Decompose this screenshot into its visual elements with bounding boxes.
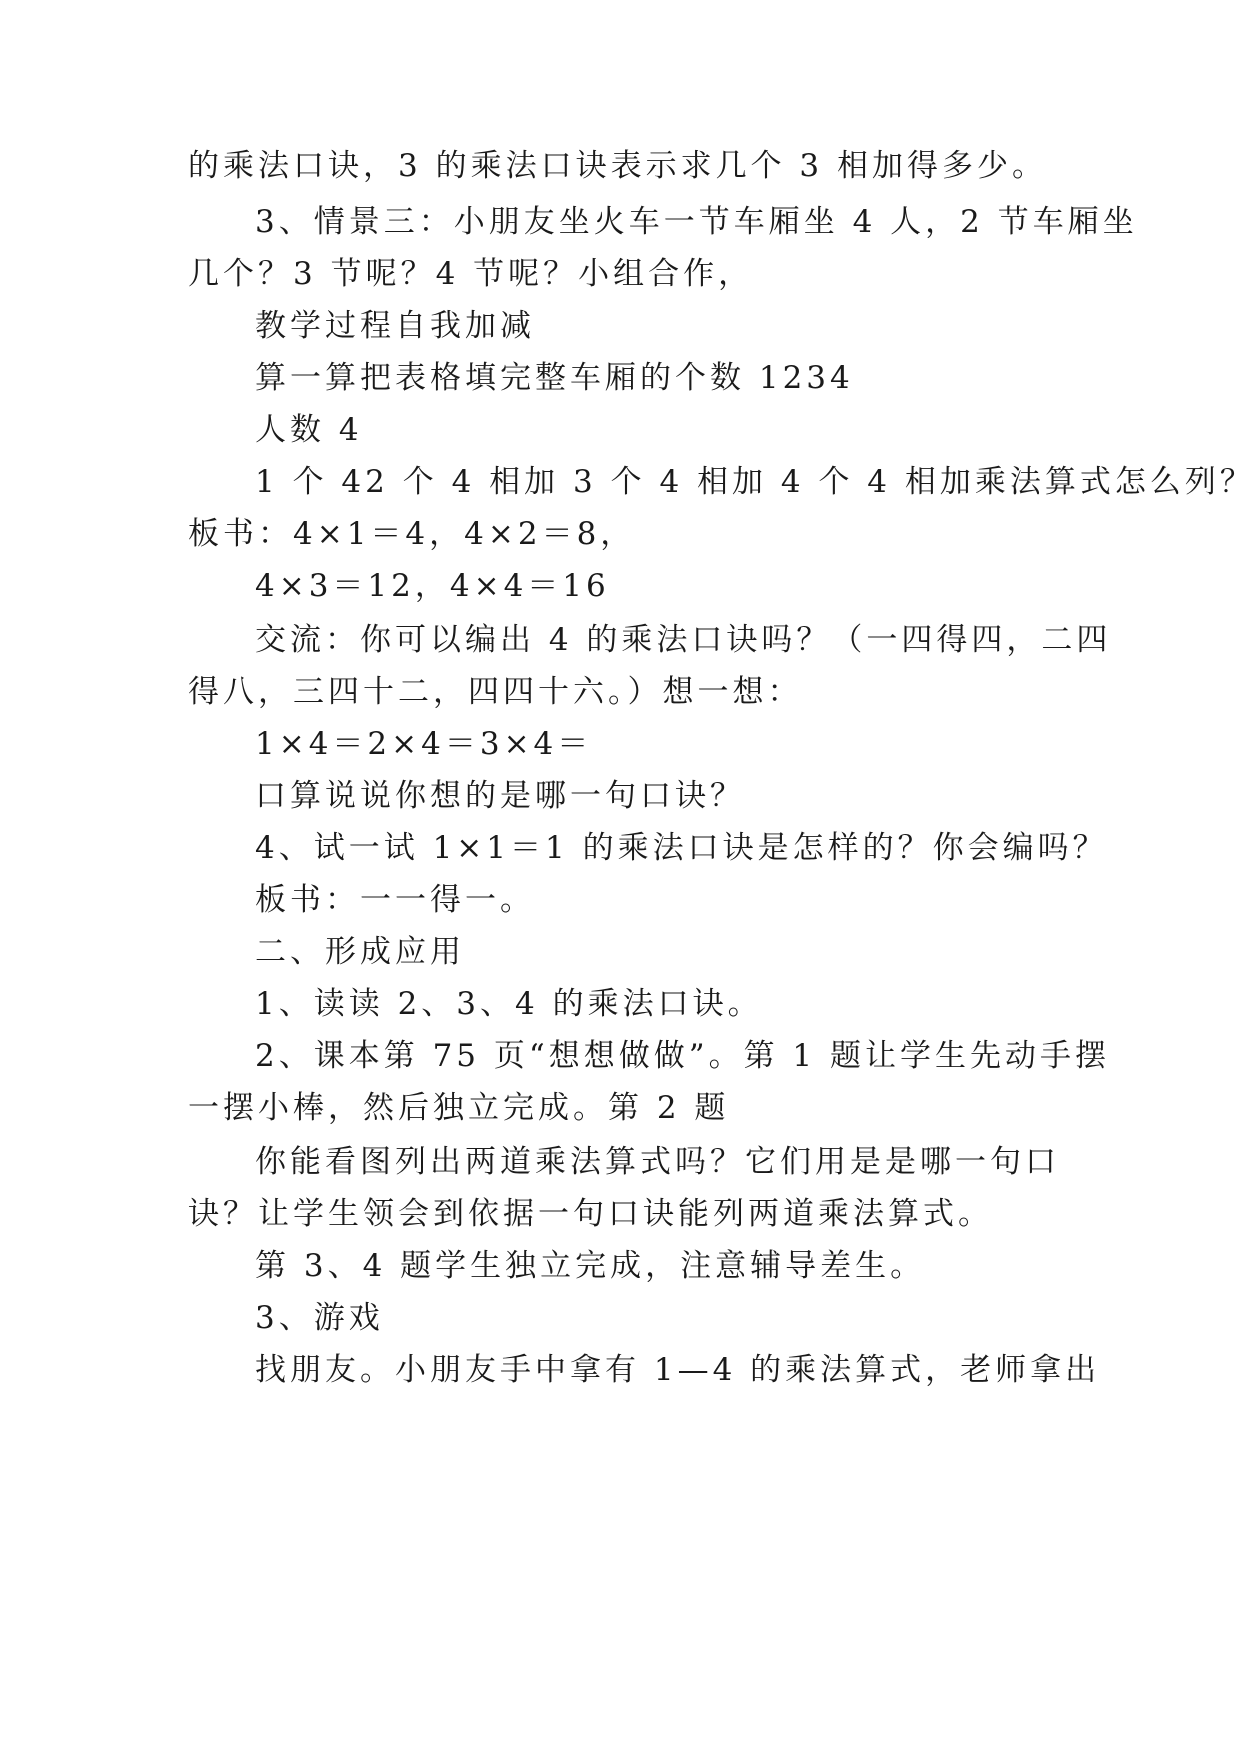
text-line: 1 个 42 个 4 相加 3 个 4 相加 4 个 4 相加乘法算式怎么列？ [255, 464, 1255, 500]
text-line: 教学过程自我加减 [255, 308, 535, 344]
text-line: 1×4＝2×4＝3×4＝ [255, 726, 593, 762]
text-line: 你能看图列出两道乘法算式吗？它们用是是哪一句口 [255, 1144, 1060, 1180]
text-line: 二、形成应用 [255, 934, 465, 970]
text-line: 一摆小棒，然后独立完成。第 2 题 [188, 1090, 730, 1126]
text-line: 板书：4×1＝4，4×2＝8， [188, 516, 636, 552]
text-line: 3、情景三：小朋友坐火车一节车厢坐 4 人，2 节车厢坐 [255, 204, 1138, 240]
text-line: 4×3＝12，4×4＝16 [255, 568, 610, 604]
text-line: 诀？让学生领会到依据一句口诀能列两道乘法算式。 [188, 1196, 993, 1232]
text-line: 板书：一一得一。 [255, 882, 535, 918]
text-line: 2、课本第 75 页“想想做做”。第 1 题让学生先动手摆 [255, 1038, 1111, 1074]
text-line: 第 3、4 题学生独立完成，注意辅导差生。 [255, 1248, 926, 1284]
text-line: 算一算把表格填完整车厢的个数 1234 [255, 360, 854, 396]
text-line: 得八，三四十二，四四十六。）想一想： [188, 674, 803, 710]
text-line: 的乘法口诀，3 的乘法口诀表示求几个 3 相加得多少。 [188, 148, 1048, 184]
text-line: 人数 4 [255, 412, 363, 448]
text-line: 几个？3 节呢？4 节呢？小组合作， [188, 256, 754, 292]
text-line: 找朋友。小朋友手中拿有 1—4 的乘法算式，老师拿出 [255, 1352, 1101, 1388]
text-line: 3、游戏 [255, 1300, 384, 1336]
text-line: 口算说说你想的是哪一句口诀？ [255, 778, 745, 814]
text-line: 4、试一试 1×1＝1 的乘法口诀是怎样的？你会编吗？ [255, 830, 1108, 866]
text-line: 交流：你可以编出 4 的乘法口诀吗？（一四得四，二四 [255, 622, 1112, 658]
text-line: 1、读读 2、3、4 的乘法口诀。 [255, 986, 763, 1022]
